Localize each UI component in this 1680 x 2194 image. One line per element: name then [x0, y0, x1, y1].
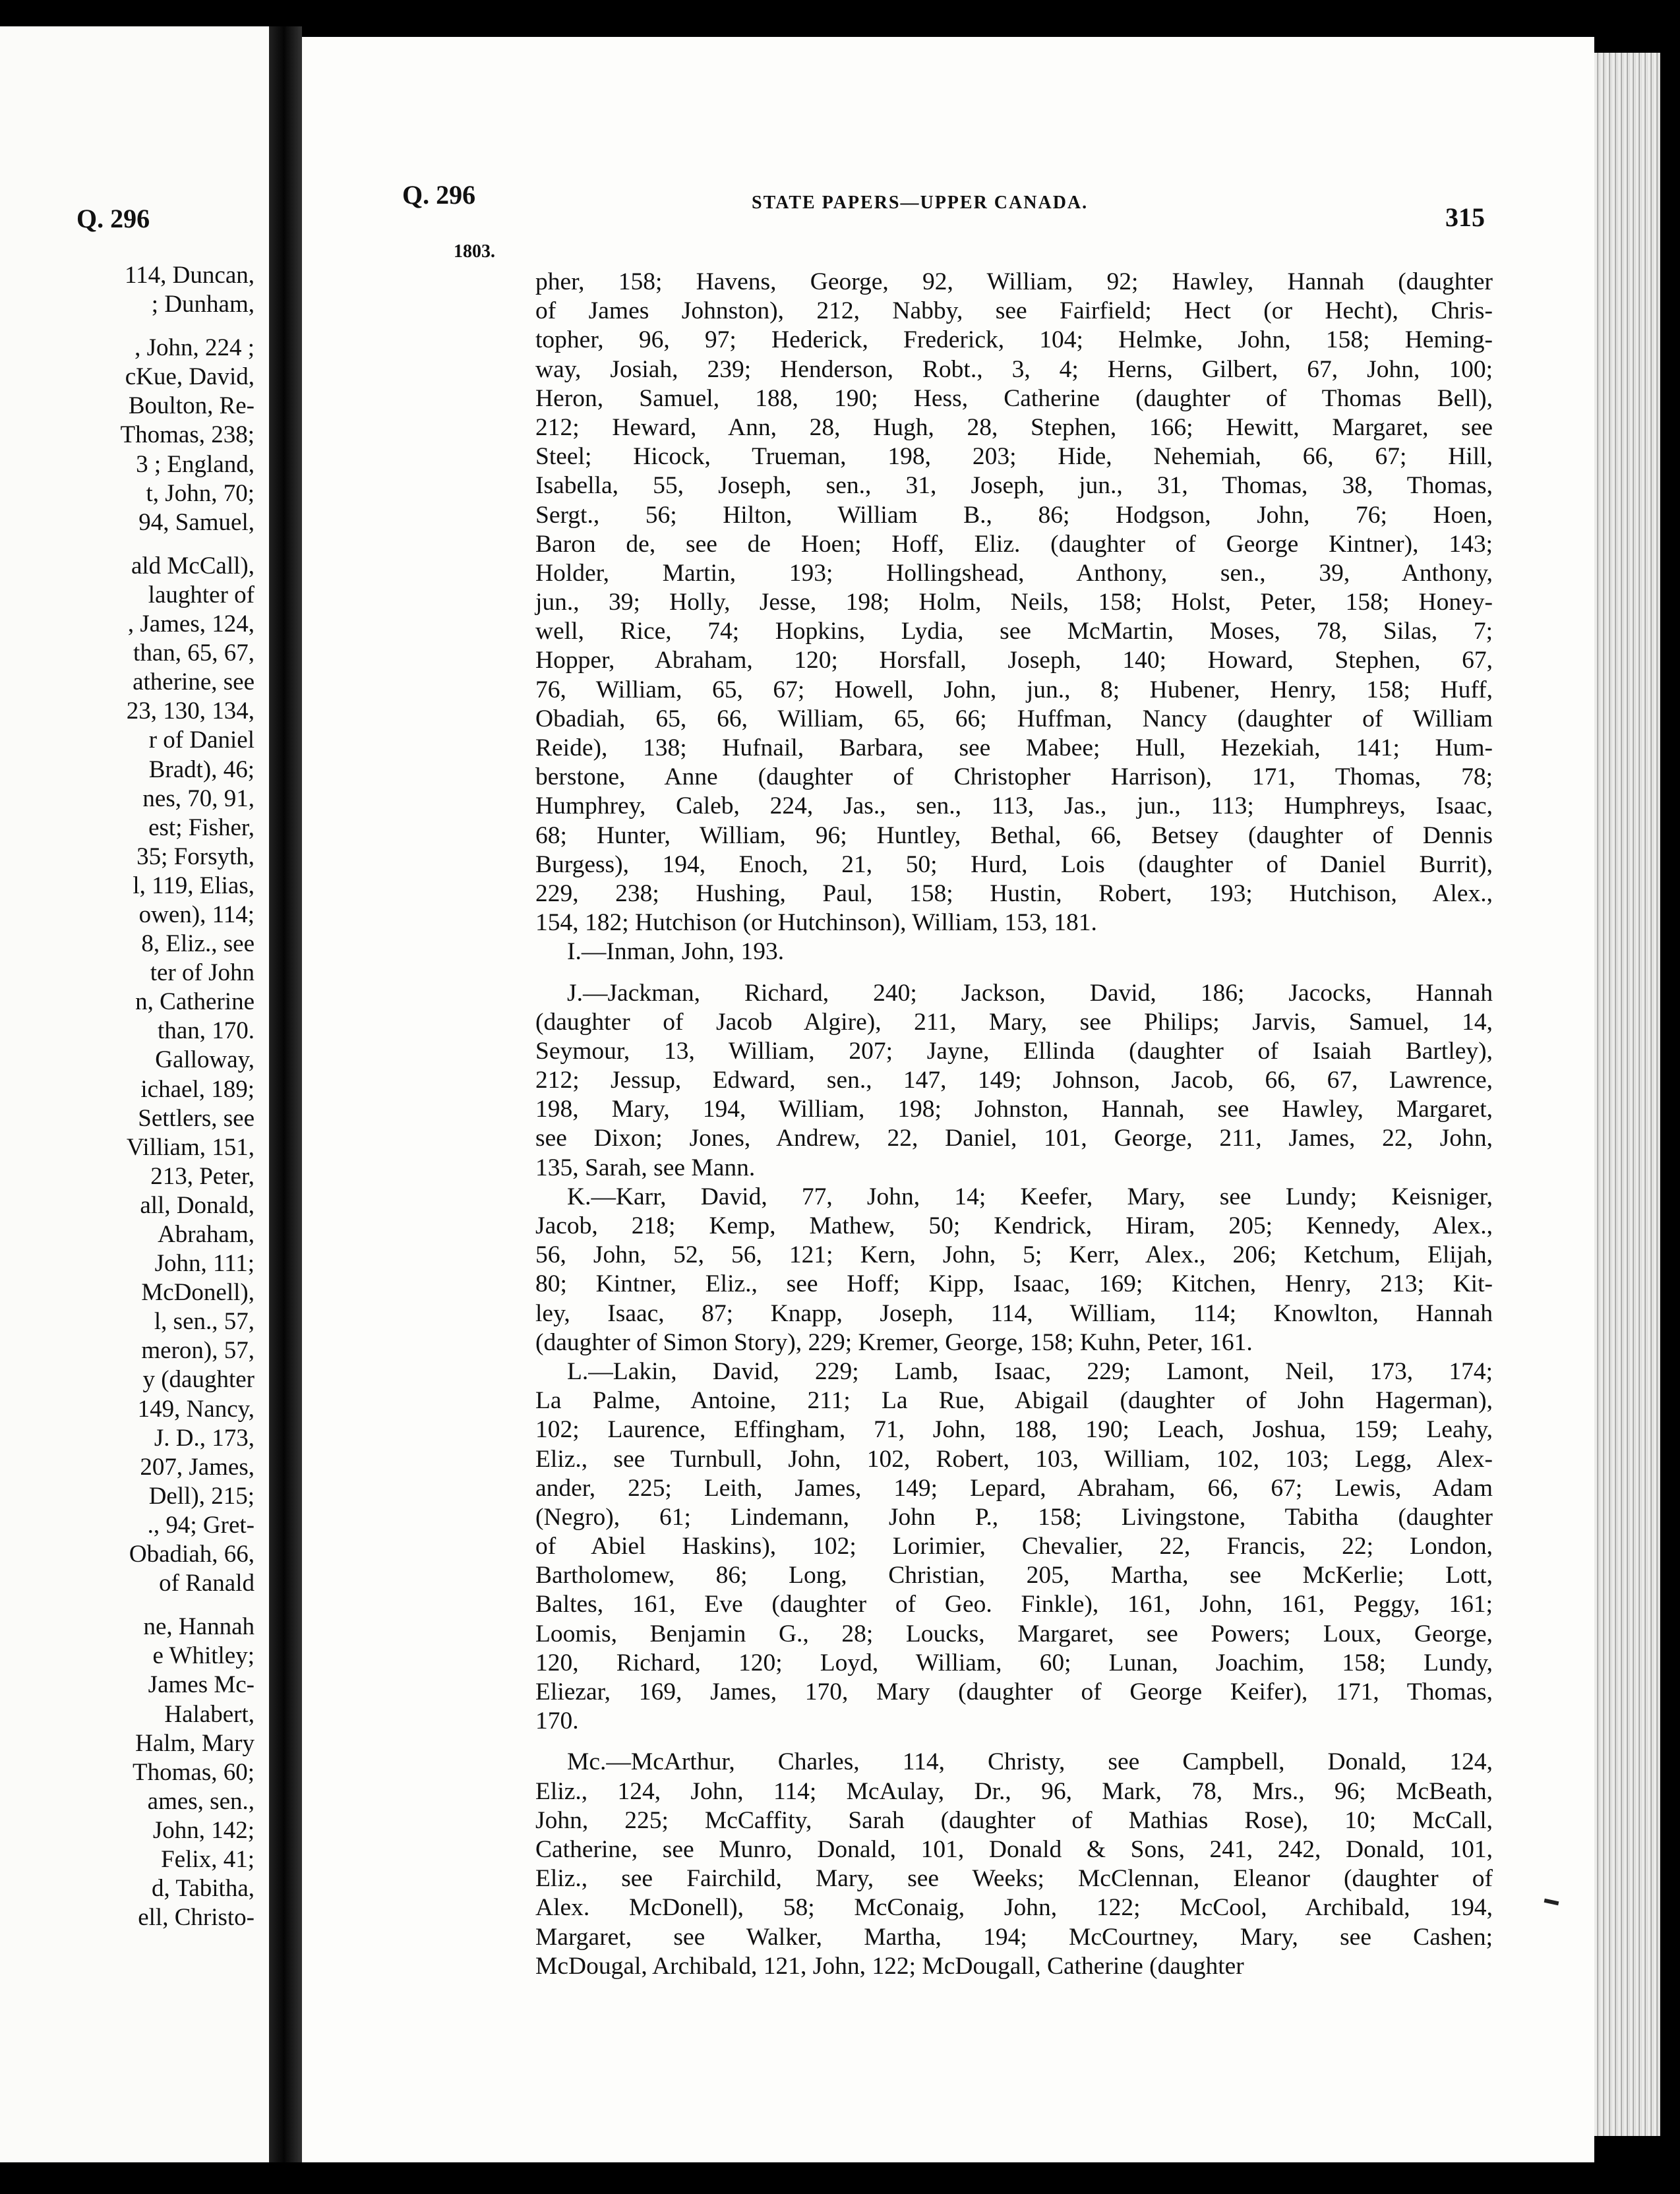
previous-page-line: 23, 130, 134,	[126, 697, 255, 725]
index-line: McDougal, Archibald, 121, John, 122; McDougall, Catherine (daughter	[535, 1952, 1244, 1980]
previous-page-line: cKue, David,	[125, 363, 255, 391]
index-line: Margaret, see Walker, Martha, 194; McCourtney, Mary, see Cashen;	[535, 1923, 1493, 1951]
index-line: Catherine, see Munro, Donald, 101, Donald & Sons, 241, 242, Donald, 101,	[535, 1835, 1493, 1863]
index-line: Heron, Samuel, 188, 190; Hess, Catherine (daughter of Thomas Bell),	[535, 384, 1493, 412]
index-line: Burgess), 194, Enoch, 21, 50; Hurd, Lois (daughter of Daniel Burrit),	[535, 850, 1493, 878]
previous-page-line: l, 119, Elias,	[133, 872, 255, 899]
previous-page-line: John, 111;	[154, 1250, 255, 1278]
previous-page-line: e Whitley;	[152, 1642, 255, 1670]
previous-page-line: Thomas, 60;	[133, 1758, 255, 1786]
book-gutter	[269, 26, 302, 2162]
index-line: (daughter of Simon Story), 229; Kremer, George, 158; Kuhn, Peter, 161.	[535, 1328, 1253, 1356]
previous-page-line: Obadiah, 66,	[129, 1541, 255, 1568]
index-line: Eliz., 124, John, 114; McAulay, Dr., 96, Mark, 78, Mrs., 96; McBeath,	[535, 1777, 1493, 1805]
previous-page-line: owen), 114;	[138, 901, 255, 928]
index-line: La Palme, Antoine, 211; La Rue, Abigail (daughter of John Hagerman),	[535, 1387, 1493, 1415]
previous-page-line: nes, 70, 91,	[142, 785, 255, 812]
previous-page-line: t, John, 70;	[146, 479, 255, 507]
index-line: 154, 182; Hutchison (or Hutchinson), William, 153, 181.	[535, 909, 1097, 937]
index-line: Obadiah, 65, 66, William, 65, 66; Huffman, Nancy (daughter of William	[535, 705, 1493, 732]
previous-page-text	[0, 261, 255, 1932]
previous-page-header: Q. 296	[76, 204, 150, 233]
index-line: 76, William, 65, 67; Howell, John, jun., 8; Hubener, Henry, 158; Huff,	[535, 676, 1493, 703]
previous-page-line: ell, Christo-	[138, 1904, 255, 1932]
index-line: (Negro), 61; Lindemann, John P., 158; Livingstone, Tabitha (daughter	[535, 1503, 1493, 1531]
index-line: Holder, Martin, 193; Hollingshead, Anthony, sen., 39, Anthony,	[535, 559, 1493, 587]
previous-page-line: J. D., 173,	[154, 1424, 255, 1452]
index-line: Loomis, Benjamin G., 28; Loucks, Margaret, see Powers; Loux, George,	[535, 1620, 1493, 1647]
index-line: Mc.—McArthur, Charles, 114, Christy, see Campbell, Donald, 124,	[567, 1748, 1493, 1776]
previous-page-line: ne, Hannah	[143, 1613, 255, 1641]
previous-page-line: of Ranald	[159, 1570, 255, 1597]
previous-page-line	[0, 537, 255, 552]
previous-page-line: Bradt), 46;	[148, 756, 255, 783]
index-line: ley, Isaac, 87; Knapp, Joseph, 114, William, 114; Knowlton, Hannah	[535, 1299, 1493, 1327]
previous-page-line: , James, 124,	[127, 610, 255, 638]
previous-page-line: n, Catherine	[135, 988, 255, 1016]
previous-page-line: 149, Nancy,	[137, 1395, 255, 1423]
index-paragraph-l	[535, 1357, 1493, 1736]
previous-page-line: 3 ; England,	[136, 450, 255, 478]
index-line: Bartholomew, 86; Long, Christian, 205, Martha, see McKerlie; Lott,	[535, 1562, 1493, 1589]
previous-page-line: Felix, 41;	[161, 1845, 255, 1873]
previous-page-line: 213, Peter,	[150, 1162, 255, 1190]
previous-page-line: laughter of	[148, 581, 255, 608]
previous-page-line	[0, 319, 255, 334]
index-line: Hopper, Abraham, 120; Horsfall, Joseph, 140; Howard, Stephen, 67,	[535, 647, 1493, 674]
index-line: well, Rice, 74; Hopkins, Lydia, see McMartin, Moses, 78, Silas, 7;	[535, 618, 1493, 645]
running-title: STATE PAPERS—UPPER CANADA.	[752, 193, 1089, 213]
previous-page-line: ., 94; Gret-	[147, 1511, 255, 1539]
index-line: 212; Heward, Ann, 28, Hugh, 28, Stephen, 166; Hewitt, Margaret, see	[535, 413, 1493, 441]
index-line: ander, 225; Leith, James, 149; Lepard, Abraham, 66, 67; Lewis, Adam	[535, 1474, 1493, 1502]
previous-page-line: all, Donald,	[140, 1191, 255, 1219]
previous-page-line: than, 170.	[158, 1017, 255, 1045]
index-line: 120, Richard, 120; Loyd, William, 60; Lunan, Joachim, 158; Lundy,	[535, 1649, 1493, 1676]
index-line: Isabella, 55, Joseph, sen., 31, Joseph, jun., 31, Thomas, 38, Thomas,	[535, 472, 1493, 500]
index-line: of Abiel Haskins), 102; Lorimier, Chevalier, 22, Francis, 22; London,	[535, 1533, 1493, 1560]
page-number: 315	[1445, 202, 1485, 232]
index-line: 135, Sarah, see Mann.	[535, 1154, 756, 1181]
index-line: 56, John, 52, 56, 121; Kern, John, 5; Kerr, Alex., 206; Ketchum, Elijah,	[535, 1241, 1493, 1269]
index-line: pher, 158; Havens, George, 92, William, 92; Hawley, Hannah (daughter	[535, 268, 1493, 295]
index-line: way, Josiah, 239; Henderson, Robt., 3, 4; Herns, Gilbert, 67, John, 100;	[535, 355, 1493, 383]
margin-year: 1803.	[454, 241, 495, 262]
previous-page-line: Villiam, 151,	[126, 1133, 255, 1161]
index-line: see Dixon; Jones, Andrew, 22, Daniel, 101, George, 211, James, 22, John,	[535, 1125, 1493, 1152]
previous-page-line: est; Fisher,	[148, 814, 255, 841]
previous-page-line: McDonell),	[141, 1279, 255, 1307]
index-line: Seymour, 13, William, 207; Jayne, Ellinda (daughter of Isaiah Bartley),	[535, 1037, 1493, 1065]
index-line: Reide), 138; Hufnail, Barbara, see Mabee; Hull, Hezekiah, 141; Hum-	[535, 734, 1493, 761]
previous-page-line: ; Dunham,	[151, 291, 255, 318]
previous-page-line: ald McCall),	[131, 552, 255, 579]
index-line: Jacob, 218; Kemp, Mathew, 50; Kendrick, Hiram, 205; Kennedy, Alex.,	[535, 1212, 1493, 1239]
index-line: 198, Mary, 194, William, 198; Johnston, Hannah, see Hawley, Margaret,	[535, 1096, 1493, 1123]
index-line: 80; Kintner, Eliz., see Hoff; Kipp, Isaac, 169; Kitchen, Henry, 213; Kit-	[535, 1270, 1493, 1298]
index-line: 68; Hunter, William, 96; Huntley, Bethal, 66, Betsey (daughter of Dennis	[535, 821, 1493, 849]
index-line: topher, 96, 97; Hederick, Frederick, 104; Helmke, John, 158; Heming-	[535, 326, 1493, 354]
index-paragraph-h-continued	[535, 268, 1493, 937]
index-line: Eliz., see Fairchild, Mary, see Weeks; McClennan, Eleanor (daughter of	[535, 1865, 1493, 1893]
previous-page-line	[0, 1598, 255, 1613]
index-line: 212; Jessup, Edward, sen., 147, 149; Johnson, Jacob, 66, 67, Lawrence,	[535, 1067, 1493, 1094]
index-line: jun., 39; Holly, Jesse, 198; Holm, Neils, 158; Holst, Peter, 158; Honey-	[535, 589, 1493, 616]
previous-page-line: James Mc-	[148, 1671, 255, 1699]
index-line: Baron de, see de Hoen; Hoff, Eliz. (daughter of George Kintner), 143;	[535, 530, 1493, 558]
index-line: L.—Lakin, David, 229; Lamb, Isaac, 229; Lamont, Neil, 173, 174;	[567, 1357, 1493, 1385]
index-line: 102; Laurence, Effingham, 71, John, 188, 190; Leach, Joshua, 159; Leahy,	[535, 1416, 1493, 1444]
previous-page-line: than, 65, 67,	[133, 639, 255, 667]
previous-page-line: 35; Forsyth,	[136, 843, 255, 870]
previous-page-line: 207, James,	[140, 1453, 255, 1481]
previous-page-line: ichael, 189;	[140, 1075, 255, 1103]
index-line: K.—Karr, David, 77, John, 14; Keefer, Mary, see Lundy; Keisniger,	[567, 1183, 1493, 1210]
previous-page-line: meron), 57,	[141, 1337, 255, 1365]
index-paragraph-k	[535, 1183, 1493, 1357]
index-line: Eliz., see Turnbull, John, 102, Robert, 103, William, 102, 103; Legg, Alex-	[535, 1445, 1493, 1473]
index-line: Baltes, 161, Eve (daughter of Geo. Finkle), 161, John, 161, Peggy, 161;	[535, 1591, 1493, 1618]
index-line: Steel; Hicock, Trueman, 198, 203; Hide, Nehemiah, 66, 67; Hill,	[535, 443, 1493, 471]
page-edges	[1594, 53, 1660, 2136]
previous-page-line: atherine, see	[133, 668, 255, 696]
index-line: Sergt., 56; Hilton, William B., 86; Hodgson, John, 76; Hoen,	[535, 501, 1493, 529]
page-header-series: Q. 296	[402, 180, 476, 210]
index-line: 229, 238; Hushing, Paul, 158; Hustin, Robert, 193; Hutchison, Alex.,	[535, 879, 1493, 907]
previous-page-line: Halm, Mary	[135, 1729, 255, 1757]
index-paragraph-mc	[535, 1748, 1493, 1981]
previous-page-line: 8, Eliz., see	[141, 930, 255, 958]
index-line: of James Johnston), 212, Nabby, see Fairfield; Hect (or Hecht), Chris-	[535, 297, 1493, 325]
previous-page-fragment	[0, 26, 269, 2162]
index-line: (daughter of Jacob Algire), 211, Mary, see Philips; Jarvis, Samuel, 14,	[535, 1008, 1493, 1036]
index-paragraph-j	[535, 979, 1493, 1183]
index-body-text	[535, 268, 1493, 1981]
previous-page-line: Galloway,	[155, 1046, 255, 1074]
previous-page-line: Thomas, 238;	[120, 421, 255, 449]
previous-page-line: Abraham,	[158, 1221, 255, 1248]
previous-page-line: ter of John	[150, 959, 255, 987]
previous-page-line: ames, sen.,	[147, 1787, 255, 1815]
previous-page-line: 114, Duncan,	[125, 262, 255, 289]
index-line: J.—Jackman, Richard, 240; Jackson, David, 186; Jacocks, Hannah	[567, 979, 1493, 1007]
previous-page-line: Boulton, Re-	[128, 392, 255, 420]
previous-page-line: d, Tabitha,	[151, 1875, 255, 1903]
previous-page-line: y (daughter	[142, 1366, 255, 1394]
previous-page-line: Settlers, see	[138, 1104, 255, 1132]
previous-page-line: r of Daniel	[148, 726, 255, 754]
index-line: Eliezar, 169, James, 170, Mary (daughter of George Keifer), 171, Thomas,	[535, 1678, 1493, 1705]
index-line: berstone, Anne (daughter of Christopher Harrison), 171, Thomas, 78;	[535, 763, 1493, 791]
previous-page-line: l, sen., 57,	[154, 1308, 255, 1336]
previous-page-line: 94, Samuel,	[138, 508, 255, 536]
index-line: Alex. McDonell), 58; McConaig, John, 122; McCool, Archibald, 194,	[535, 1894, 1493, 1922]
index-line: Humphrey, Caleb, 224, Jas., sen., 113, Jas., jun., 113; Humphreys, Isaac,	[535, 792, 1493, 820]
index-paragraph-i	[535, 937, 1493, 966]
previous-page-line: Halabert,	[164, 1700, 255, 1728]
previous-page-line: John, 142;	[152, 1816, 255, 1844]
index-line: John, 225; McCaffity, Sarah (daughter of Mathias Rose), 10; McCall,	[535, 1806, 1493, 1834]
previous-page-line: Dell), 215;	[148, 1482, 255, 1510]
index-line: 170.	[535, 1707, 579, 1735]
index-line: I.—Inman, John, 193.	[567, 938, 785, 966]
previous-page-line: , John, 224 ;	[135, 334, 255, 362]
